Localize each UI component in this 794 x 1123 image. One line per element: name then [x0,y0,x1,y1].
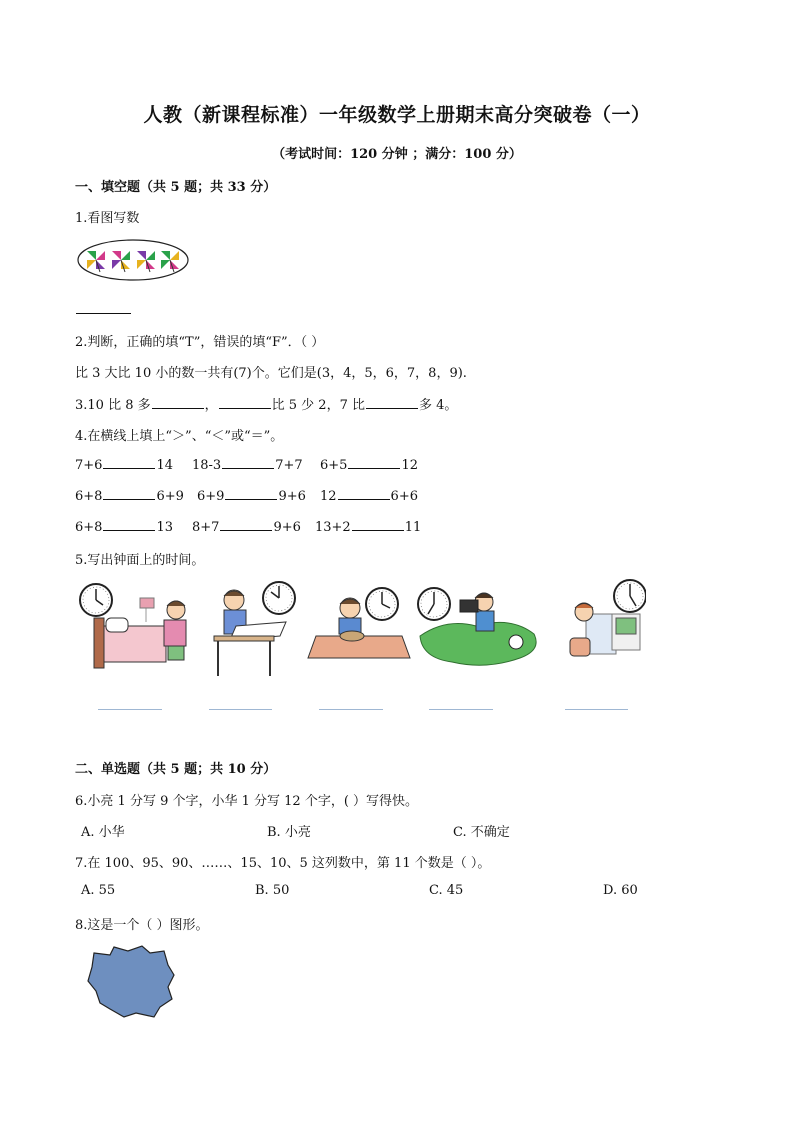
pinwheels-illustration [76,238,190,282]
question-7: 7.在 100、95、90、……、15、10、5 这列数中，第 11 个数是（ ）。 [75,856,491,871]
answer-line-clock-2[interactable] [209,709,272,710]
section-heading-fill-in: 一、填空题（共 5 题；共 33 分） [75,180,277,195]
scene-playing [418,588,536,665]
comparison-item: 6+8 6+9 [75,489,184,504]
answer-blank[interactable] [219,396,271,409]
comparison-item: 12 6+6 [320,489,418,504]
option-b[interactable]: B. 50 [255,883,290,898]
answer-blank[interactable] [225,487,277,500]
answer-line-clock-5[interactable] [565,709,628,710]
answer-blank[interactable] [352,518,404,531]
question-5: 5.写出钟面上的时间。 [75,553,205,568]
option-c[interactable]: C. 45 [429,883,464,898]
question-3: 3.10 比 8 多 ， 比 5 少 2，7 比 多 4。 [75,398,458,413]
comparison-item: 7+6 14 [75,458,173,473]
answer-line-q1[interactable] [76,313,131,314]
scene-window [570,580,646,656]
question-8: 8.这是一个（ ）图形。 [75,918,209,933]
clock-scenes-illustration [76,578,646,688]
comparison-item: 6+8 13 [75,520,173,535]
answer-blank[interactable] [348,456,400,469]
comparison-item: 6+5 12 [320,458,418,473]
question-6: 6.小亮 1 分写 9 个字，小华 1 分写 12 个字，( ）写得快。 [75,794,419,809]
answer-blank[interactable] [222,456,274,469]
question-4: 4.在横线上填上“＞”、“＜”或“＝”。 [75,429,284,444]
irregular-shape [84,943,176,1019]
option-d[interactable]: D. 60 [603,883,638,898]
answer-blank[interactable] [103,456,155,469]
answer-line-clock-1[interactable] [98,709,162,710]
comparison-item: 13+2 11 [315,520,422,535]
exam-info: （考试时间：120 分钟 ；满分：100 分） [272,147,522,162]
section-heading-single-choice: 二、单选题（共 5 题；共 10 分） [75,762,277,777]
comparison-item: 8+7 9+6 [192,520,301,535]
answer-line-clock-3[interactable] [319,709,383,710]
answer-line-clock-4[interactable] [429,709,493,710]
question-2-statement: 比 3 大比 10 小的数一共有(7)个。它们是(3，4，5，6，7，8，9). [75,366,467,381]
scene-eating [308,588,410,658]
option-a[interactable]: A. 小华 [81,825,125,840]
option-b[interactable]: B. 小亮 [267,825,311,840]
answer-blank[interactable] [366,396,418,409]
comparison-item: 18-3 7+7 [192,458,303,473]
option-c[interactable]: C. 不确定 [453,825,510,840]
answer-blank[interactable] [103,518,155,531]
option-a[interactable]: A. 55 [81,883,116,898]
irregular-shape-fill [88,946,174,1017]
page-title: 人教（新课程标准）一年级数学上册期末高分突破卷（一） [143,104,651,126]
answer-blank[interactable] [338,487,390,500]
answer-blank[interactable] [152,396,204,409]
scene-homework [214,582,295,676]
answer-blank[interactable] [103,487,155,500]
scene-waking-up [80,584,186,668]
question-1: 1.看图写数 [75,211,140,226]
comparison-item: 6+9 9+6 [197,489,306,504]
question-2: 2.判断，正确的填“T”，错误的填“F”．（ ） [75,335,325,350]
answer-blank[interactable] [220,518,272,531]
